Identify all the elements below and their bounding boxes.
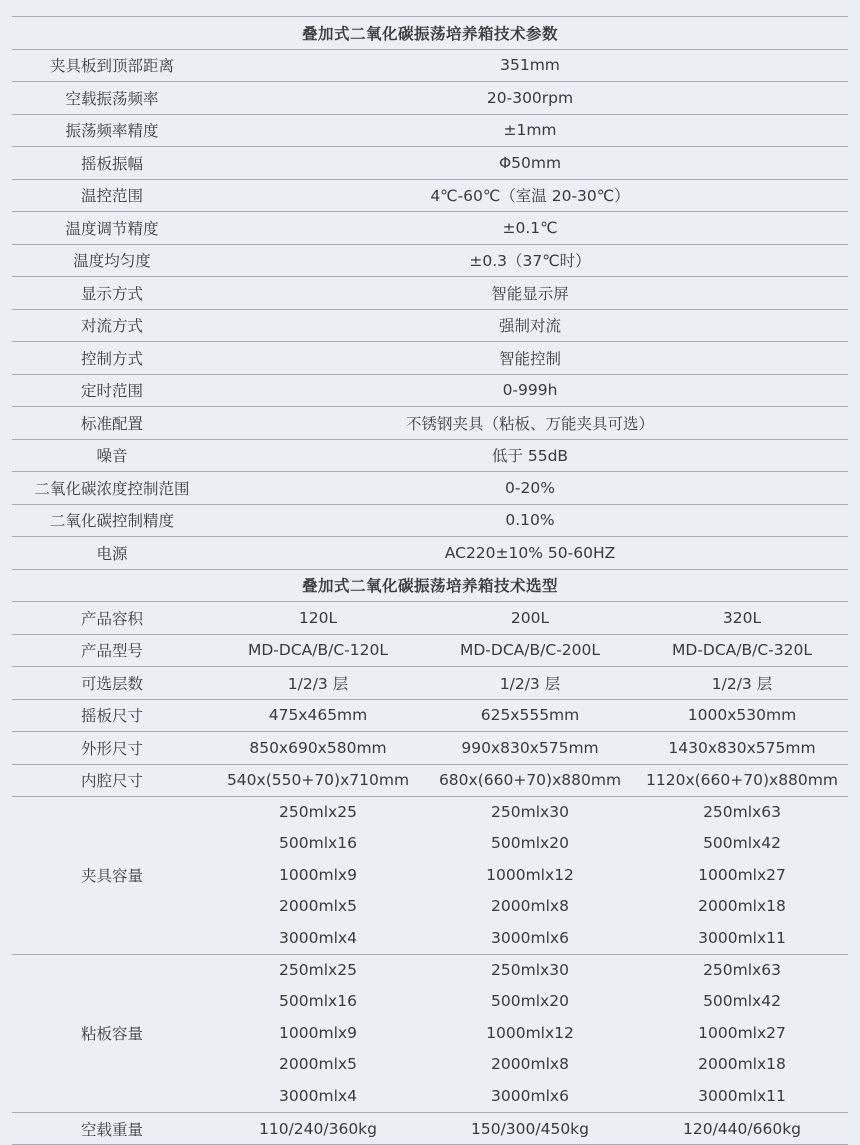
param-row: [12, 439, 848, 472]
selection-value: 540x(550+70)x710mm: [212, 764, 424, 797]
selection-title-row: [12, 569, 848, 602]
weight-row: [12, 1112, 848, 1145]
param-value: 0-999h: [212, 374, 848, 407]
sticky-capacity-item: 1000mlx12: [486, 1023, 574, 1042]
clamp-capacity-cell: [212, 797, 424, 955]
clamp-capacity-item: 3000mlx6: [491, 928, 569, 947]
param-value: 强制对流: [212, 309, 848, 342]
sticky-capacity-label: 粘板容量: [12, 954, 212, 1112]
sticky-capacity-cell: [636, 954, 848, 1112]
selection-label: 产品容积: [12, 602, 212, 635]
selection-value: 1/2/3 层: [636, 667, 848, 700]
param-row: [12, 179, 848, 212]
weight-value: 150/300/450kg: [424, 1112, 636, 1145]
param-row: [12, 212, 848, 245]
clamp-capacity-cell: [636, 797, 848, 955]
selection-value: 1/2/3 层: [424, 667, 636, 700]
selection-value: 1/2/3 层: [212, 667, 424, 700]
param-row: [12, 374, 848, 407]
param-row: [12, 277, 848, 310]
clamp-capacity-item: 250mlx25: [279, 803, 357, 821]
param-value: 不锈钢夹具（粘板、万能夹具可选）: [212, 407, 848, 440]
selection-row: [12, 667, 848, 700]
selection-row: [12, 764, 848, 797]
param-row: [12, 114, 848, 147]
clamp-capacity-label: 夹具容量: [12, 797, 212, 955]
selection-label: 外形尺寸: [12, 732, 212, 765]
clamp-capacity-item: 3000mlx11: [698, 928, 786, 947]
selection-section-title: 叠加式二氧化碳振荡培养箱技术选型: [12, 569, 848, 602]
param-value: 低于 55dB: [212, 439, 848, 472]
clamp-capacity-item: 2000mlx18: [698, 897, 786, 916]
sticky-capacity-item: 500mlx42: [703, 992, 781, 1011]
sticky-capacity-item: 1000mlx27: [698, 1023, 786, 1042]
sticky-capacity-item: 3000mlx11: [698, 1086, 786, 1105]
selection-row: [12, 699, 848, 732]
selection-label: 摇板尺寸: [12, 699, 212, 732]
clamp-capacity-item: 500mlx16: [279, 834, 357, 853]
selection-value: 990x830x575mm: [424, 732, 636, 765]
sticky-capacity-item: 3000mlx6: [491, 1086, 569, 1105]
spec-table-body: [12, 17, 848, 1145]
param-label: 控制方式: [12, 342, 212, 375]
selection-value: MD-DCA/B/C-320L: [636, 634, 848, 667]
param-row: [12, 504, 848, 537]
params-title-row: [12, 17, 848, 50]
selection-row: [12, 732, 848, 765]
sticky-capacity-item: 2000mlx8: [491, 1055, 569, 1074]
param-value: ±0.3（37℃时）: [212, 244, 848, 277]
clamp-capacity-item: 250mlx30: [491, 803, 569, 821]
selection-value: 1120x(660+70)x880mm: [636, 764, 848, 797]
sticky-capacity-item: 250mlx63: [703, 960, 781, 979]
params-section-title: 叠加式二氧化碳振荡培养箱技术参数: [12, 17, 848, 50]
selection-value: 475x465mm: [212, 699, 424, 732]
selection-value: 1000x530mm: [636, 699, 848, 732]
param-label: 标准配置: [12, 407, 212, 440]
param-value: 智能显示屏: [212, 277, 848, 310]
sticky-capacity-row: [12, 954, 848, 1112]
sticky-capacity-item: 1000mlx9: [279, 1023, 357, 1042]
param-row: [12, 407, 848, 440]
clamp-capacity-item: 2000mlx5: [279, 897, 357, 916]
weight-label: 空载重量: [12, 1112, 212, 1145]
param-value: 351mm: [212, 49, 848, 82]
param-value: Φ50mm: [212, 147, 848, 180]
param-value: 0.10%: [212, 504, 848, 537]
sticky-capacity-item: 2000mlx5: [279, 1055, 357, 1074]
selection-label: 内腔尺寸: [12, 764, 212, 797]
weight-value: 120/440/660kg: [636, 1112, 848, 1145]
clamp-capacity-item: 500mlx42: [703, 834, 781, 853]
param-label: 夹具板到顶部距离: [12, 49, 212, 82]
selection-value: 850x690x580mm: [212, 732, 424, 765]
param-row: [12, 244, 848, 277]
sticky-capacity-item: 500mlx20: [491, 992, 569, 1011]
clamp-capacity-item: 500mlx20: [491, 834, 569, 853]
clamp-capacity-item: 1000mlx27: [698, 865, 786, 884]
sticky-capacity-item: 250mlx25: [279, 960, 357, 979]
clamp-capacity-item: 3000mlx4: [279, 928, 357, 947]
param-label: 显示方式: [12, 277, 212, 310]
selection-label: 可选层数: [12, 667, 212, 700]
selection-value: 625x555mm: [424, 699, 636, 732]
clamp-capacity-row: [12, 797, 848, 955]
selection-value: MD-DCA/B/C-120L: [212, 634, 424, 667]
selection-value: MD-DCA/B/C-200L: [424, 634, 636, 667]
clamp-capacity-item: 2000mlx8: [491, 897, 569, 916]
weight-value: 110/240/360kg: [212, 1112, 424, 1145]
param-value: 0-20%: [212, 472, 848, 505]
selection-label: 产品型号: [12, 634, 212, 667]
param-value: 智能控制: [212, 342, 848, 375]
param-label: 空载振荡频率: [12, 82, 212, 115]
param-value: 4℃-60℃（室温 20-30℃）: [212, 179, 848, 212]
param-label: 噪音: [12, 439, 212, 472]
spec-table: [12, 16, 848, 1145]
sticky-capacity-item: 2000mlx18: [698, 1055, 786, 1074]
param-label: 摇板振幅: [12, 147, 212, 180]
param-value: ±1mm: [212, 114, 848, 147]
selection-value: 200L: [424, 602, 636, 635]
clamp-capacity-item: 1000mlx12: [486, 865, 574, 884]
param-label: 二氧化碳控制精度: [12, 504, 212, 537]
param-row: [12, 472, 848, 505]
sticky-capacity-cell: [424, 954, 636, 1112]
param-label: 温度调节精度: [12, 212, 212, 245]
clamp-capacity-item: 1000mlx9: [279, 865, 357, 884]
param-row: [12, 147, 848, 180]
param-value: ±0.1℃: [212, 212, 848, 245]
sticky-capacity-item: 500mlx16: [279, 992, 357, 1011]
param-value: AC220±10% 50-60HZ: [212, 537, 848, 570]
param-label: 对流方式: [12, 309, 212, 342]
param-label: 定时范围: [12, 374, 212, 407]
param-label: 二氧化碳浓度控制范围: [12, 472, 212, 505]
selection-value: 1430x830x575mm: [636, 732, 848, 765]
param-row: [12, 82, 848, 115]
param-row: [12, 537, 848, 570]
param-label: 电源: [12, 537, 212, 570]
param-label: 温控范围: [12, 179, 212, 212]
param-row: [12, 309, 848, 342]
sticky-capacity-item: 3000mlx4: [279, 1086, 357, 1105]
param-row: [12, 49, 848, 82]
selection-value: 120L: [212, 602, 424, 635]
param-label: 振荡频率精度: [12, 114, 212, 147]
clamp-capacity-cell: [424, 797, 636, 955]
selection-row: [12, 634, 848, 667]
param-label: 温度均匀度: [12, 244, 212, 277]
selection-value: 680x(660+70)x880mm: [424, 764, 636, 797]
selection-value: 320L: [636, 602, 848, 635]
clamp-capacity-item: 250mlx63: [703, 803, 781, 821]
sticky-capacity-item: 250mlx30: [491, 960, 569, 979]
selection-row: [12, 602, 848, 635]
param-value: 20-300rpm: [212, 82, 848, 115]
sticky-capacity-cell: [212, 954, 424, 1112]
param-row: [12, 342, 848, 375]
